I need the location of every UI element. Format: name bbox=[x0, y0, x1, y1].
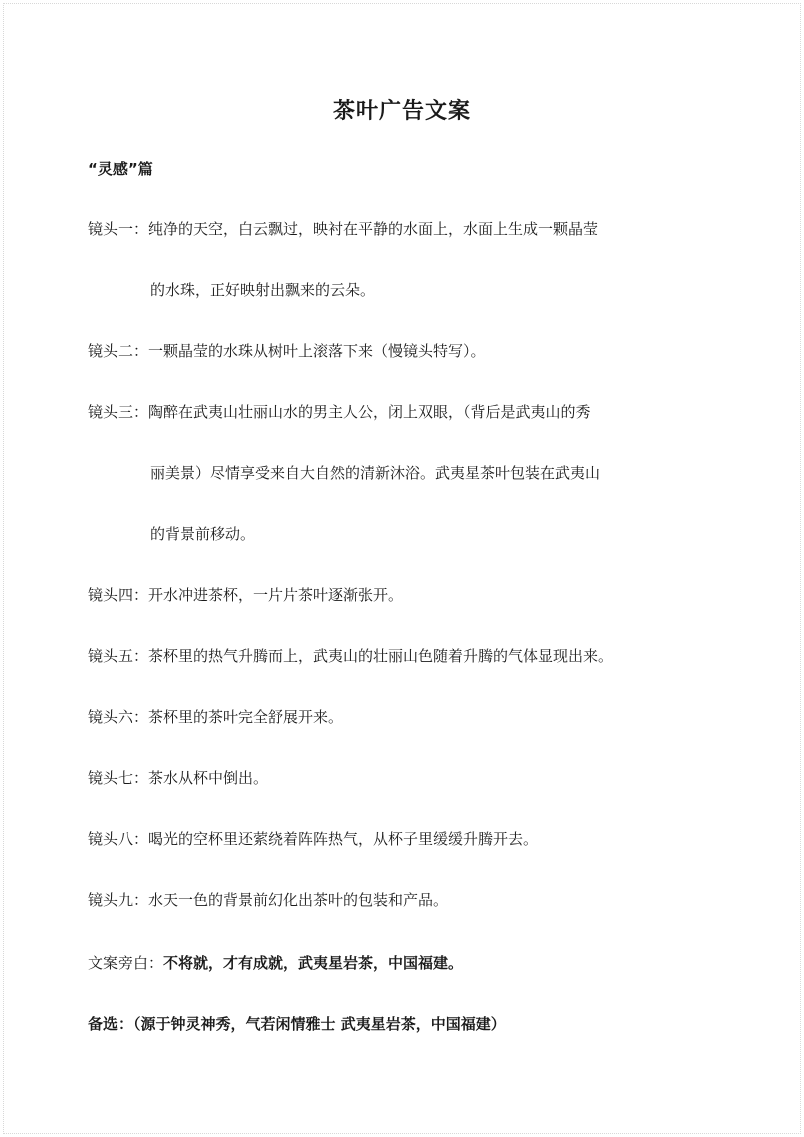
shot-1-line-1 bbox=[88, 219, 598, 239]
shot-label: 镜头九： bbox=[88, 891, 149, 909]
shot-label: 镜头四： bbox=[88, 586, 149, 604]
shot-4-line-1 bbox=[88, 585, 403, 605]
shot-label: 镜头六： bbox=[88, 708, 149, 726]
shot-1-line-2: 的水珠，正好映射出飘来的云朵。 bbox=[150, 281, 376, 299]
section-heading: “灵感”篇 bbox=[88, 160, 153, 178]
shot-3-line-3: 的背景前移动。 bbox=[150, 525, 256, 543]
alternate-text: （源于钟灵神秀，气若闲情雅士 武夷星岩茶，中国福建） bbox=[133, 1015, 506, 1033]
shot-text: 茶杯里的茶叶完全舒展开来。 bbox=[148, 708, 344, 726]
shot-text: 陶醉在武夷山壮丽山水的男主人公，闭上双眼，（背后是武夷山的秀 bbox=[148, 403, 591, 421]
voiceover-text: 不将就，才有成就，武夷星岩茶，中国福建。 bbox=[163, 954, 464, 972]
shot-5-line-1 bbox=[88, 646, 613, 666]
shot-text: 开水冲进茶杯，一片片茶叶逐渐张开。 bbox=[148, 586, 404, 604]
page-title: 茶叶广告文案 bbox=[332, 99, 471, 124]
shot-text: 水天一色的背景前幻化出茶叶的包装和产品。 bbox=[148, 891, 449, 909]
shot-text: 一颗晶莹的水珠从树叶上滚落下来（慢镜头特写）。 bbox=[148, 342, 486, 360]
shot-label: 镜头七： bbox=[88, 769, 149, 787]
shot-7-line-1 bbox=[88, 768, 268, 788]
shot-text: 茶杯里的热气升腾而上，武夷山的壮丽山色随着升腾的气体显现出来。 bbox=[148, 647, 614, 665]
shot-9-line-1 bbox=[88, 890, 448, 910]
shot-text: 喝光的空杯里还萦绕着阵阵热气，从杯子里缓缓升腾开去。 bbox=[148, 830, 539, 848]
alternate-line bbox=[88, 1014, 506, 1034]
shot-2-line-1 bbox=[88, 341, 486, 361]
shot-8-line-1 bbox=[88, 829, 538, 849]
shot-label: 镜头三： bbox=[88, 403, 149, 421]
shot-6-line-1 bbox=[88, 707, 343, 727]
shot-3-line-1 bbox=[88, 402, 591, 422]
shot-label: 镜头八： bbox=[88, 830, 149, 848]
shot-label: 镜头二： bbox=[88, 342, 149, 360]
shot-text: 茶水从杯中倒出。 bbox=[148, 769, 269, 787]
voiceover-line bbox=[88, 953, 463, 973]
shot-3-line-2: 丽美景）尽情享受来自大自然的清新沐浴。武夷星茶叶包装在武夷山 bbox=[150, 464, 601, 482]
shot-text: 纯净的天空，白云飘过，映衬在平静的水面上，水面上生成一颗晶莹 bbox=[148, 220, 599, 238]
alternate-label: 备选： bbox=[88, 1015, 134, 1033]
shot-label: 镜头一： bbox=[88, 220, 149, 238]
voiceover-label: 文案旁白： bbox=[88, 954, 164, 972]
shot-label: 镜头五： bbox=[88, 647, 149, 665]
